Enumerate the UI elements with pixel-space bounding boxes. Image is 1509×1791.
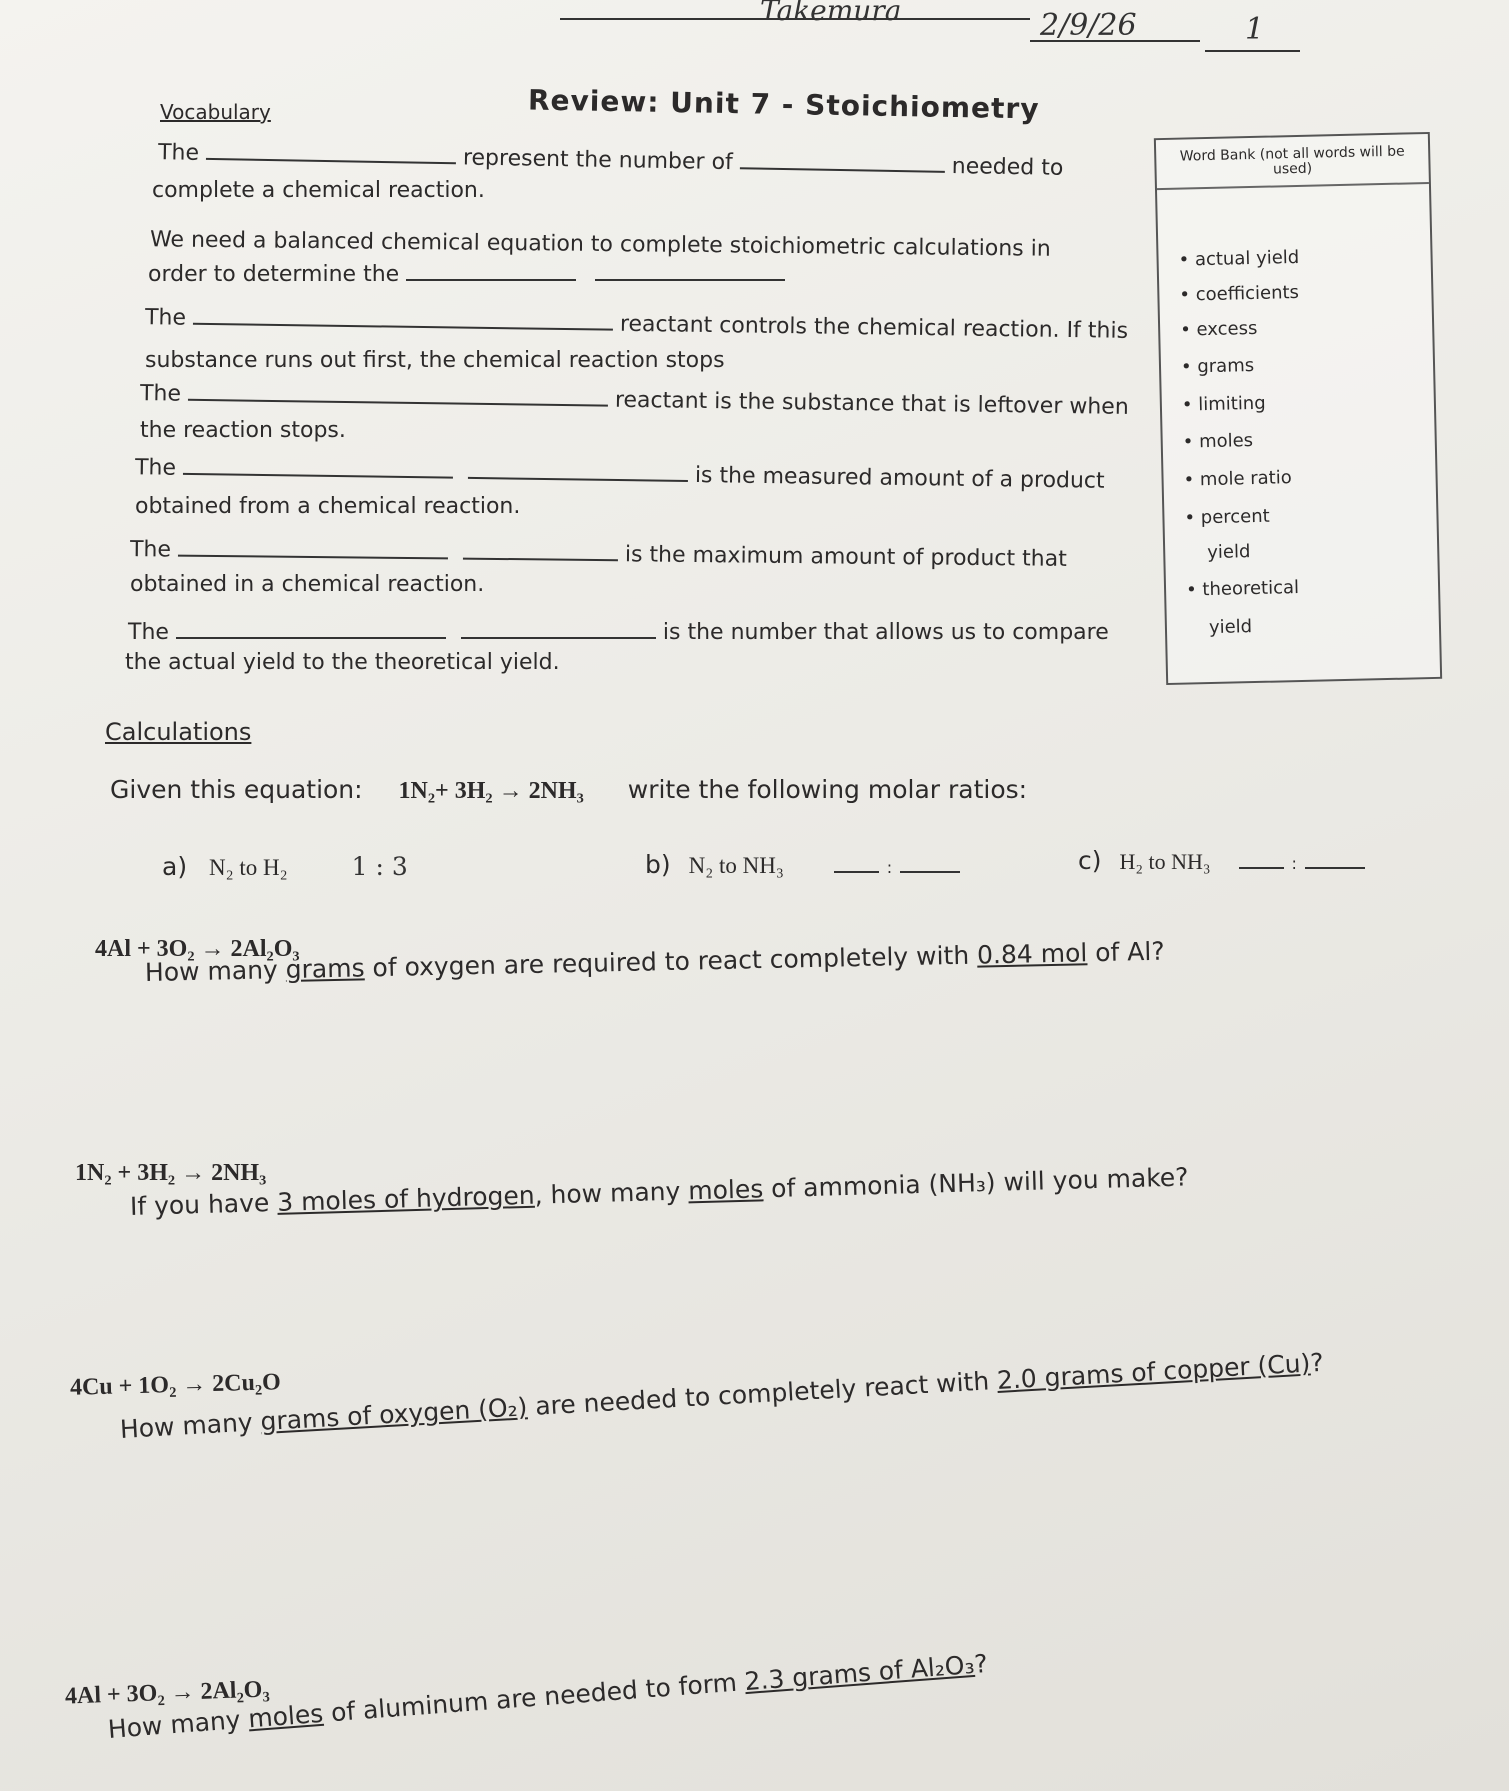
vocab-q3-text: reactant controls the chemical reaction. If this — [619, 311, 1129, 344]
vocab-q5-the: The — [134, 455, 177, 481]
word-bank — [1154, 132, 1442, 685]
vocab-q6-line2: obtained in a chemical reaction. — [130, 572, 485, 597]
ratio-b — [645, 850, 960, 879]
vocab-q6-blank1[interactable] — [178, 554, 448, 560]
vocab-q2-line2 — [148, 262, 785, 287]
word-bank-item: yield — [1207, 541, 1251, 564]
problem2-equation: 1N₂ + 3H₂ → 2NH₃ — [75, 1160, 267, 1186]
problem2-q-ul2: moles — [687, 1174, 764, 1206]
vocab-q5-line2: obtained from a chemical reaction. — [135, 494, 521, 519]
problem4-q-ul1: moles — [247, 1698, 325, 1734]
vocab-q1-needed: needed to — [951, 153, 1064, 181]
student-name: Takemura — [760, 0, 902, 27]
vocab-q5-line1 — [135, 455, 1105, 494]
ratio-c-blank1[interactable] — [1239, 866, 1284, 869]
vocab-q2-text: order to determine the — [148, 262, 400, 287]
ratio-c-expr: H₂ to NH₃ — [1119, 849, 1211, 874]
word-bank-heading: Word Bank (not all words will be used) — [1156, 134, 1429, 190]
vocab-q4-text: reactant is the substance that is leftover when — [614, 387, 1129, 420]
ratio-a-expr: N₂ to H₂ — [209, 855, 288, 880]
vocab-q1-blank1[interactable] — [206, 157, 456, 164]
vocabulary-heading: Vocabulary — [160, 100, 271, 124]
problem4-q-a: How many — [106, 1704, 250, 1744]
vocab-q5-blank2[interactable] — [468, 476, 688, 482]
vocab-q6-line1 — [130, 537, 1067, 572]
vocab-q1-the: The — [157, 140, 200, 166]
given-label: Given this equation: — [110, 775, 363, 804]
given-instruction: write the following molar ratios: — [627, 775, 1028, 804]
problem3-q-a: How many — [119, 1407, 262, 1444]
ratio-c-blank2[interactable] — [1305, 866, 1365, 869]
problem1-q-ul2: 0.84 mol — [976, 938, 1088, 970]
vocab-q1-blank2[interactable] — [740, 166, 945, 173]
vocab-q7-the: The — [128, 620, 169, 645]
problem4-equation: 4Al + 3O₂ → 2Al₂O₃ — [64, 1676, 270, 1710]
word-bank-item: yield — [1208, 616, 1253, 639]
calculations-heading: Calculations — [105, 718, 252, 746]
vocab-q5-blank1[interactable] — [183, 472, 453, 479]
problem4-q-ul2: 2.3 grams of Al₂O₃ — [743, 1649, 976, 1697]
vocab-q1-line1 — [158, 140, 1064, 181]
ratio-c-sep: : — [1291, 854, 1297, 873]
problem1-q-ul1: grams — [285, 953, 365, 985]
ratio-c — [1078, 846, 1365, 875]
ratio-b-blank1[interactable] — [834, 870, 879, 873]
problem1-q-a: How many — [144, 955, 287, 987]
ratio-b-blank2[interactable] — [900, 870, 960, 873]
problem4-q-b: of aluminum are needed to form — [322, 1667, 746, 1728]
problem2-q-a: If you have — [129, 1187, 278, 1221]
problem2-question — [130, 1162, 1189, 1221]
word-bank-item: • moles — [1182, 430, 1254, 453]
ratio-a-answer: 1 : 3 — [351, 852, 408, 881]
word-bank-item: • excess — [1179, 317, 1258, 341]
problem3-question — [119, 1348, 1324, 1444]
vocab-q2-blank2[interactable] — [595, 278, 785, 281]
vocab-q2-line1: We need a balanced chemical equation to complete stoichiometric calculations in — [149, 227, 1051, 262]
vocab-q7-line1 — [128, 620, 1109, 645]
vocab-q5-text: is the measured amount of a product — [694, 463, 1105, 494]
vocab-q7-blank2[interactable] — [461, 636, 656, 639]
vocab-q4-line1 — [140, 381, 1129, 420]
vocab-q6-blank2[interactable] — [463, 557, 618, 562]
given-equation: 1N₂+ 3H₂ → 2NH₃ — [398, 778, 584, 804]
problem1-equation: 4Al + 3O₂ → 2Al₂O₃ — [95, 936, 300, 962]
given-equation-row — [110, 775, 1027, 805]
word-bank-item: • limiting — [1181, 392, 1266, 416]
problem1-q-b: of oxygen are required to react completely with — [364, 940, 978, 983]
vocab-q4-the: The — [139, 381, 182, 407]
problem3-q-ul1: grams of oxygen (O₂) — [259, 1392, 529, 1437]
page-title: Review: Unit 7 - Stoichiometry — [527, 83, 1040, 126]
problem3-q-c: ? — [1309, 1347, 1325, 1378]
problem2-q-b: , how many — [534, 1176, 689, 1210]
problem1-q-c: of Al? — [1086, 936, 1165, 968]
vocab-q7-line2: the actual yield to the theoretical yield. — [125, 650, 560, 675]
ratio-a — [162, 852, 408, 881]
vocab-q6-text: is the maximum amount of product that — [624, 542, 1067, 572]
vocab-q2-blank1[interactable] — [406, 278, 576, 281]
vocab-q4-blank[interactable] — [188, 398, 608, 407]
period-value: 1 — [1245, 12, 1265, 47]
word-bank-item: • theoretical — [1185, 577, 1300, 601]
vocab-q3-the: The — [144, 305, 187, 331]
ratio-a-label: a) — [162, 852, 188, 881]
vocab-q3-line2: substance runs out first, the chemical reaction stops — [145, 348, 725, 373]
ratio-c-label: c) — [1078, 846, 1102, 875]
word-bank-item: • coefficients — [1179, 281, 1300, 306]
word-bank-item: • grams — [1180, 354, 1255, 378]
vocab-q3-blank[interactable] — [193, 322, 613, 331]
problem2-q-ul1: 3 moles of hydrogen — [276, 1180, 536, 1217]
word-bank-item: • actual yield — [1178, 246, 1300, 271]
vocab-q3-line1 — [145, 305, 1128, 344]
problem2-q-c: of ammonia (NH₃) will you make? — [762, 1162, 1189, 1204]
problem3-equation: 4Cu + 1O₂ → 2Cu₂O — [69, 1369, 282, 1401]
ratio-b-sep: : — [886, 858, 893, 877]
word-bank-item: • percent — [1184, 505, 1270, 529]
problem3-q-ul2: 2.0 grams of copper (Cu) — [996, 1348, 1312, 1395]
problem4-q-c: ? — [973, 1648, 989, 1679]
word-bank-item: • mole ratio — [1183, 467, 1292, 491]
vocab-q7-text: is the number that allows us to compare — [662, 620, 1109, 645]
vocab-q1-text: represent the number of — [462, 145, 734, 176]
vocab-q1-line2: complete a chemical reaction. — [152, 178, 485, 203]
ratio-b-expr: N₂ to NH₃ — [688, 853, 784, 878]
vocab-q6-the: The — [129, 537, 172, 563]
problem3-q-b: are needed to completely react with — [526, 1365, 998, 1422]
date-value: 2/9/26 — [1040, 8, 1137, 43]
ratio-b-label: b) — [645, 850, 671, 879]
vocab-q4-line2: the reaction stops. — [140, 418, 346, 443]
vocab-q7-blank1[interactable] — [176, 636, 446, 639]
